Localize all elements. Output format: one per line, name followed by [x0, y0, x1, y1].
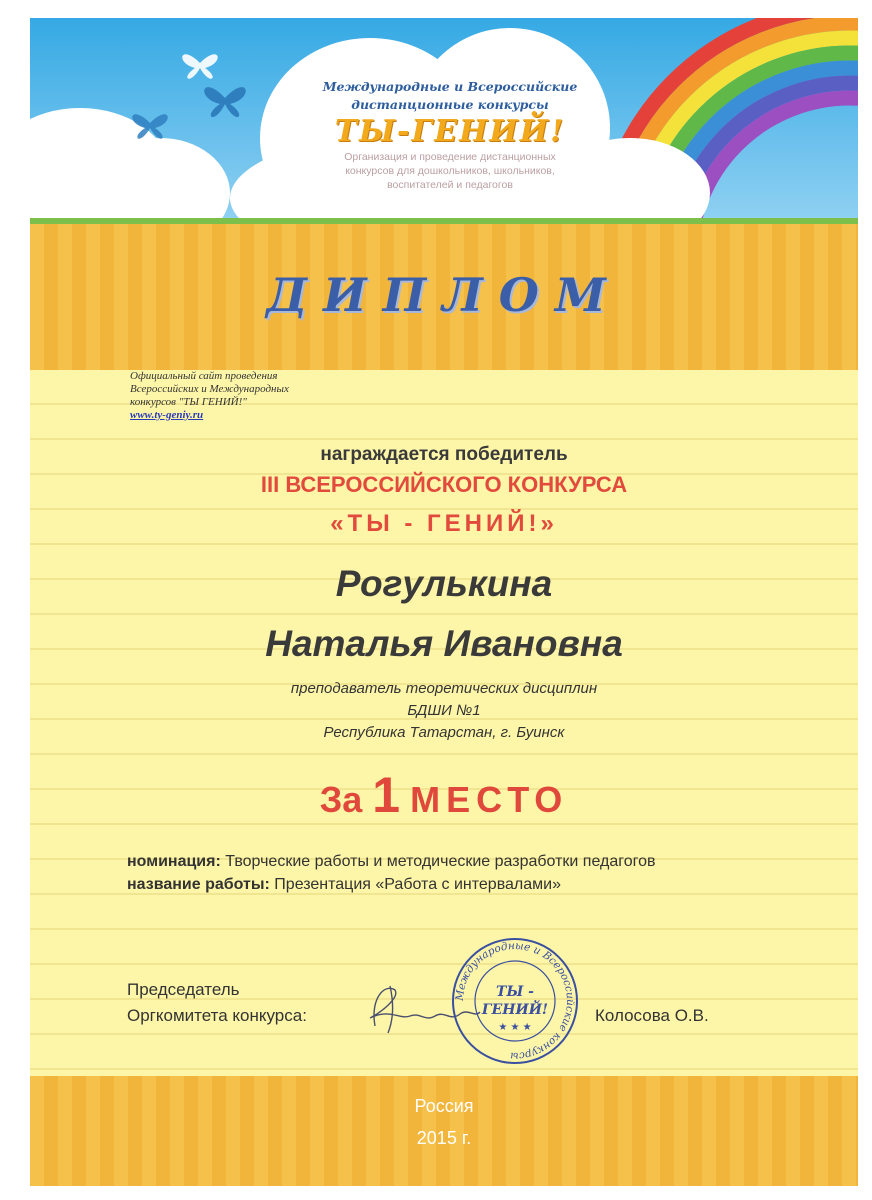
nomination-line [127, 853, 656, 871]
nomination-label: номинация: [127, 853, 221, 870]
work-name-line [127, 876, 561, 894]
place-award [30, 766, 858, 824]
place-prefix: За [319, 779, 363, 820]
official-site-note [130, 370, 289, 422]
chair-title-line-1: Председатель [127, 980, 240, 999]
winner-school: БДШИ №1 [407, 702, 481, 719]
awarded-text: награждается победитель [320, 444, 568, 465]
winner-surname: Рогулькина [335, 563, 553, 604]
winner-given-name: Наталья Ивановна [265, 623, 623, 664]
place-number: 1 [372, 767, 401, 823]
header-line-2: дистанционные конкурсы [351, 97, 549, 112]
diploma-sheet [30, 18, 858, 1186]
site-line-2: Всероссийских и Международных [130, 383, 289, 395]
stamp-center-line-2: ГЕНИЙ! [481, 1002, 549, 1018]
chair-name: Колосова О.В. [595, 1006, 709, 1025]
site-line-1: Официальный сайт проведения [130, 370, 278, 382]
nomination-value: Творческие работы и методические разработки педагогов [225, 853, 656, 870]
contest-title: III ВСЕРОССИЙСКОГО КОНКУРСА [260, 472, 628, 497]
brand-logo-text: ТЫ-ГЕНИЙ! [334, 114, 566, 149]
butterfly-icon [120, 98, 180, 148]
site-link[interactable]: www.ty-geniy.ru [130, 409, 204, 421]
work-label: название работы: [127, 876, 270, 893]
winner-position: преподаватель теоретических дисциплин [290, 680, 598, 697]
site-line-3: конкурсов "ТЫ ГЕНИЙ!" [130, 396, 247, 408]
contest-name: «ТЫ - ГЕНИЙ!» [330, 510, 558, 537]
svg-text:★ ★ ★: ★ ★ ★ [498, 1022, 532, 1033]
organizer-stamp [450, 936, 580, 1066]
header-banner [30, 18, 858, 218]
chair-title-line-2: Оргкомитета конкурса: [127, 1006, 307, 1025]
work-value: Презентация «Работа с интервалами» [274, 876, 561, 893]
butterfly-icon [190, 68, 260, 128]
place-word: МЕСТО [410, 779, 569, 820]
footer-country: Россия [414, 1096, 474, 1116]
header-sub-1: Организация и проведение дистанционных [344, 151, 556, 163]
footer-year: 2015 г. [416, 1128, 472, 1148]
stamp-center-line-1: ТЫ - [496, 984, 534, 1000]
winner-region: Республика Татарстан, г. Буинск [323, 724, 565, 741]
header-sub-3: воспитателей и педагогов [387, 179, 513, 191]
svg-text:Международные и Всероссийские: Международные и Всероссийские конкурсы [453, 939, 577, 1063]
header-sub-2: конкурсов для дошкольников, школьников, [345, 165, 555, 177]
header-line-1: Международные и Всероссийские [322, 79, 578, 94]
organizer-header [290, 78, 610, 192]
diploma-title: ДИПЛОМ [266, 268, 622, 322]
